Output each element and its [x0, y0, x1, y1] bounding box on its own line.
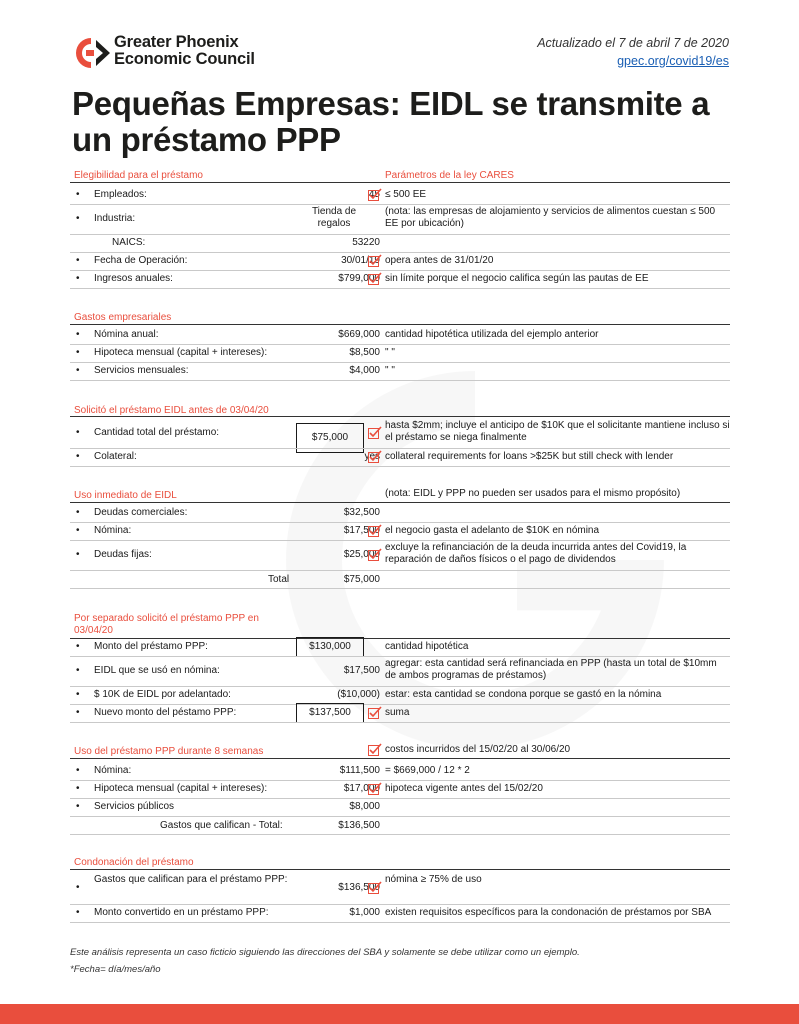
section-title: Gastos empresariales [74, 312, 172, 323]
row-value: $111,500 [339, 765, 380, 776]
row-value: 45 [368, 189, 380, 200]
gpec-logo [74, 34, 274, 74]
row-bullet: • [76, 783, 80, 794]
row-label: Cantidad total del préstamo: [94, 427, 220, 438]
row-bullet: • [76, 347, 80, 358]
row-bullet: • [76, 189, 80, 200]
page-header [0, 0, 799, 90]
section-divider [70, 869, 730, 870]
table-row [70, 186, 730, 204]
table-row [70, 252, 730, 270]
row-value: $17,500 [343, 525, 380, 536]
table-row [70, 872, 730, 904]
cares-params-title: Parámetros de la ley CARES [385, 170, 514, 181]
row-value: $669,000 [338, 329, 380, 340]
table-row [70, 326, 730, 344]
row-note: sin límite porque el negocio califica según las pautas de EE [385, 273, 649, 284]
section-note [70, 744, 730, 758]
row-note: ≤ 500 EE [385, 189, 427, 200]
section-title: 03/04/20 [74, 625, 113, 636]
table-row [70, 418, 730, 448]
row-bullet: • [76, 765, 80, 776]
table-row [70, 448, 730, 466]
row-note: hipoteca vigente antes del 15/02/20 [385, 783, 543, 794]
table-row [70, 522, 730, 540]
row-label: Servicios públicos [94, 801, 175, 812]
row-bullet: • [76, 525, 80, 536]
row-label: EIDL que se usó en nómina: [94, 665, 220, 676]
row-label: Nómina: [94, 765, 132, 776]
update-date: Actualizado el 7 de abril 7 de 2020 [537, 36, 729, 50]
row-value: yes [364, 451, 380, 462]
row-bullet: • [76, 665, 80, 676]
row-note: " " [385, 347, 395, 358]
row-divider [70, 588, 730, 589]
table-row [70, 204, 730, 234]
row-bullet: • [76, 907, 80, 918]
row-value: $136,500 [338, 882, 380, 893]
check-icon [368, 524, 382, 537]
total-row [70, 572, 730, 588]
section-divider [70, 182, 730, 183]
row-note: (nota: las empresas de alojamiento y servicios de alimentos cuestan ≤ 500 EE por ubicación) [385, 206, 716, 229]
row-note: cantidad hipotética utilizada del ejemplo anterior [385, 329, 599, 340]
table-row [70, 638, 730, 656]
table-row [70, 270, 730, 288]
row-label: Nuevo monto del péstamo PPP: [94, 707, 237, 718]
table-row [70, 904, 730, 922]
row-divider [70, 466, 730, 467]
row-divider [70, 722, 730, 723]
table-row [70, 234, 730, 252]
row-note: el negocio gasta el adelanto de $10K en nómina [385, 525, 600, 536]
total-label: Gastos que califican - Total: [160, 820, 283, 831]
page-title: Pequeñas Empresas: EIDL se transmite a un préstamo PPP [72, 85, 710, 158]
row-bullet: • [76, 689, 80, 700]
row-bullet: • [76, 213, 80, 224]
row-bullet: • [76, 507, 80, 518]
row-value: $130,000 [296, 637, 364, 657]
row-bullet: • [76, 255, 80, 266]
row-value: 53220 [352, 237, 380, 248]
row-note: suma [385, 707, 410, 718]
row-divider [70, 816, 730, 817]
row-value: $17,000 [343, 783, 380, 794]
row-value: $799,000 [338, 273, 380, 284]
section-title: Solicitó el préstamo EIDL antes de 03/04/20 [74, 405, 269, 416]
row-note: agregar: esta cantidad será refinanciada en PPP (hasta un total de $10mm de ambos programas de préstamos) [385, 658, 717, 681]
update-info [537, 34, 729, 70]
row-label: NAICS: [112, 237, 146, 248]
table-row [70, 686, 730, 704]
row-note: estar: esta cantidad se condona porque se gastó en la nómina [385, 689, 662, 700]
row-bullet: • [76, 549, 80, 560]
table-row [70, 780, 730, 798]
row-label: Empleados: [94, 189, 147, 200]
row-note: hasta $2mm; incluye el anticipo de $10K que el solicitante mantiene incluso si el préstamo se niega finalmente [385, 420, 730, 443]
check-icon [368, 548, 382, 561]
table-row [70, 362, 730, 380]
row-label: Deudas comerciales: [94, 507, 188, 518]
row-divider [70, 570, 730, 571]
row-label: Monto del préstamo PPP: [94, 641, 208, 652]
row-bullet: • [76, 641, 80, 652]
row-value: $137,500 [296, 703, 364, 723]
row-value: $8,000 [349, 801, 380, 812]
row-label: Hipoteca mensual (capital + intereses): [94, 783, 268, 794]
footnote-disclaimer: Este análisis representa un caso ficticio siguiendo las direcciones del SBA y solamente se debe utilizar como un ejemplo. [70, 947, 580, 958]
section-title: Condonación del préstamo [74, 857, 194, 868]
row-label: Fecha de Operación: [94, 255, 188, 266]
row-note: cantidad hipotética [385, 641, 469, 652]
total-value: $136,500 [338, 820, 380, 831]
check-icon [368, 254, 382, 267]
section-title: Uso inmediato de EIDL [74, 490, 177, 501]
section-title: Elegibilidad para el préstamo [74, 170, 203, 181]
row-label: Deudas fijas: [94, 549, 152, 560]
gpec-logo-icon [74, 36, 112, 70]
row-bullet: • [76, 273, 80, 284]
check-icon [368, 272, 382, 285]
section-divider [70, 416, 730, 417]
row-bullet: • [76, 365, 80, 376]
section-divider [70, 324, 730, 325]
check-icon [368, 188, 382, 201]
check-icon [368, 450, 382, 463]
row-note: " " [385, 365, 395, 376]
row-value: $1,000 [349, 907, 380, 918]
table-row [70, 762, 730, 780]
row-note: excluye la refinanciación de la deuda incurrida antes del Covid19, la reparación de daños físicos o el pago de dividendos [385, 542, 687, 565]
check-icon [368, 706, 382, 719]
org-name: Greater Phoenix Economic Council [114, 33, 255, 68]
row-label: Monto convertido en un préstamo PPP: [94, 907, 269, 918]
check-icon [368, 782, 382, 795]
row-note: collateral requirements for loans >$25K but still check with lender [385, 451, 674, 462]
section-divider [70, 758, 730, 759]
table-row [70, 540, 730, 570]
table-row [70, 798, 730, 816]
row-value: ($10,000) [337, 689, 380, 700]
section-note-text: costos incurridos del 15/02/20 al 30/06/20 [385, 744, 571, 755]
footer-bar [0, 1004, 799, 1024]
row-value: Tienda de regalos [311, 206, 357, 229]
row-label: Hipoteca mensual (capital + intereses): [94, 347, 268, 358]
total-label: Total [268, 574, 290, 585]
row-note: nómina ≥ 75% de uso [385, 874, 482, 885]
row-value: 30/01/19 [341, 255, 380, 266]
row-divider [70, 834, 730, 835]
row-bullet: • [76, 451, 80, 462]
row-bullet: • [76, 329, 80, 340]
row-divider [70, 380, 730, 381]
row-divider [70, 288, 730, 289]
section-note-text: (nota: EIDL y PPP no pueden ser usados para el mismo propósito) [385, 488, 681, 499]
row-divider [70, 922, 730, 923]
section-title: Uso del préstamo PPP durante 8 semanas [74, 746, 264, 757]
row-label: Nómina: [94, 525, 132, 536]
row-bullet: • [76, 427, 80, 438]
row-bullet: • [76, 882, 80, 893]
check-icon [368, 881, 382, 894]
table-row [70, 504, 730, 522]
row-note: = $669,000 / 12 * 2 [385, 765, 470, 776]
footnote-date-format: *Fecha= día/mes/año [70, 964, 161, 975]
row-value: $32,500 [343, 507, 380, 518]
row-value: $75,000 [296, 423, 364, 453]
row-bullet: • [76, 801, 80, 812]
row-label: Nómina anual: [94, 329, 159, 340]
row-label: Servicios mensuales: [94, 365, 189, 376]
check-icon [368, 426, 382, 439]
row-label: Industria: [94, 213, 136, 224]
table-row [70, 656, 730, 686]
footnote [70, 944, 580, 978]
row-value: $8,500 [349, 347, 380, 358]
row-value: $25,000 [343, 549, 380, 560]
section-divider [70, 502, 730, 503]
section-note [70, 488, 730, 502]
row-label: $ 10K de EIDL por adelantado: [94, 689, 231, 700]
row-note: opera antes de 31/01/20 [385, 255, 494, 266]
row-note: existen requisitos específicos para la condonación de préstamos por SBA [385, 907, 712, 918]
row-label: Gastos que califican para el préstamo PPP: [94, 874, 288, 885]
total-value: $75,000 [343, 574, 380, 585]
table-row [70, 344, 730, 362]
table-row [70, 704, 730, 722]
row-value: $17,500 [343, 665, 380, 676]
section-title: Por separado solicitó el préstamo PPP en [74, 613, 259, 624]
total-row [70, 818, 730, 834]
row-label: Ingresos anuales: [94, 273, 173, 284]
row-label: Colateral: [94, 451, 137, 462]
row-value: $4,000 [349, 365, 380, 376]
row-bullet: • [76, 707, 80, 718]
covid-link[interactable]: gpec.org/covid19/es [617, 54, 729, 68]
check-icon [368, 743, 382, 756]
